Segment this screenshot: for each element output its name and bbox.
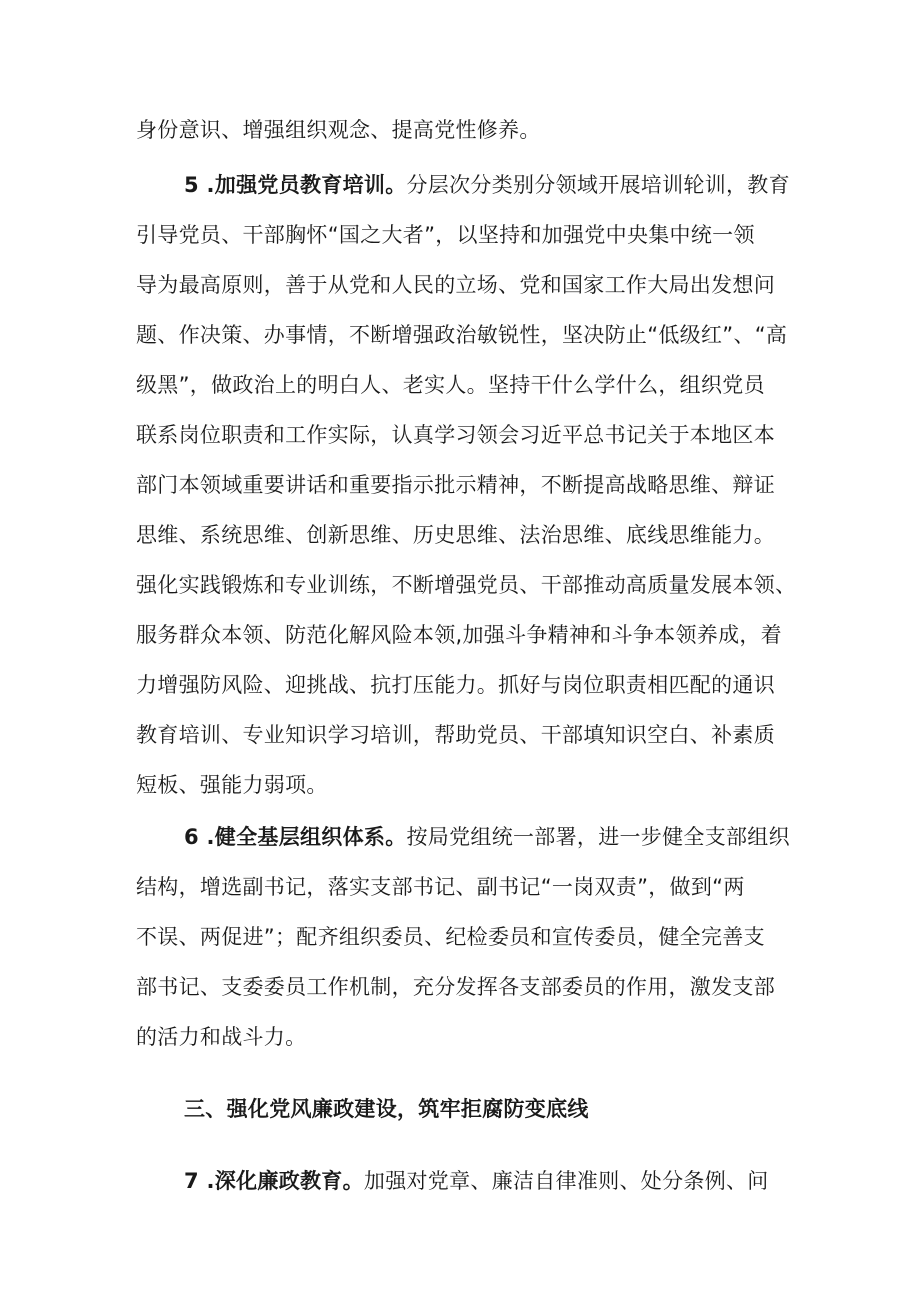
text-line: 部门本领域重要讲话和重要指示批示精神，不断提高战略思维、辩证 (136, 473, 775, 497)
section-3-heading: 三、强化党风廉政建设，筑牢拒腐防变底线 (184, 1097, 589, 1121)
text-line: 引导党员、干部胸怀“国之大者”，以坚持和加强党中央集中统一领 (136, 223, 755, 247)
text-line: 级黑”，做政治上的明白人、老实人。坚持干什么学什么，组织党员 (136, 373, 765, 397)
text-line: 服务群众本领、防范化解风险本领,加强斗争精神和斗争本领养成，着 (136, 623, 782, 647)
text-line: 题、作决策、办事情，不断增强政治敏锐性，坚决防止“低级红”、“高 (136, 323, 788, 347)
text-line: 教育培训、专业知识学习培训，帮助党员、干部填知识空白、补素质 (136, 723, 775, 747)
text-line: 联系岗位职责和工作实际，认真学习领会习近平总书记关于本地区本 (136, 423, 775, 447)
item-7-text: 加强对党章、廉洁自律准则、处分条例、问 (363, 1169, 769, 1193)
item-7-title: 7 .深化廉政教育。 (184, 1169, 364, 1193)
text-line: 思维、系统思维、创新思维、历史思维、法治思维、底线思维能力。 (136, 523, 775, 547)
text-line: 力增强防风险、迎挑战、抗打压能力。抓好与岗位职责相匹配的通识 (136, 673, 775, 697)
item-6-text: 按局党组统一部署，进一步健全支部组织 (406, 825, 790, 849)
item-5-title: 5 .加强党员教育培训。 (184, 173, 407, 197)
text-line: 身份意识、增强组织观念、提高党性修养。 (136, 118, 541, 142)
item-6-title: 6 .健全基层组织体系。 (184, 825, 407, 849)
text-line: 部书记、支委委员工作机制，充分发挥各支部委员的作用，激发支部 (136, 975, 775, 999)
text-line: 结构，增选副书记，落实支部书记、副书记“一岗双责”，做到“两 (136, 875, 745, 899)
paragraph-7-first-line (184, 1166, 769, 1196)
text-line: 不误、两促进”；配齐组织委员、纪检委员和宣传委员，健全完善支 (136, 925, 765, 949)
paragraph-6-first-line (184, 822, 790, 852)
text-line: 短板、强能力弱项。 (136, 773, 328, 797)
text-line: 强化实践锻炼和专业训练，不断增强党员、干部推动高质量发展本领、 (136, 573, 797, 597)
paragraph-5-first-line (184, 170, 790, 200)
item-5-text: 分层次分类别分领域开展培训轮训，教育 (406, 173, 790, 197)
text-line: 的活力和战斗力。 (136, 1025, 307, 1049)
text-line: 导为最高原则，善于从党和人民的立场、党和国家工作大局出发想问 (136, 273, 775, 297)
